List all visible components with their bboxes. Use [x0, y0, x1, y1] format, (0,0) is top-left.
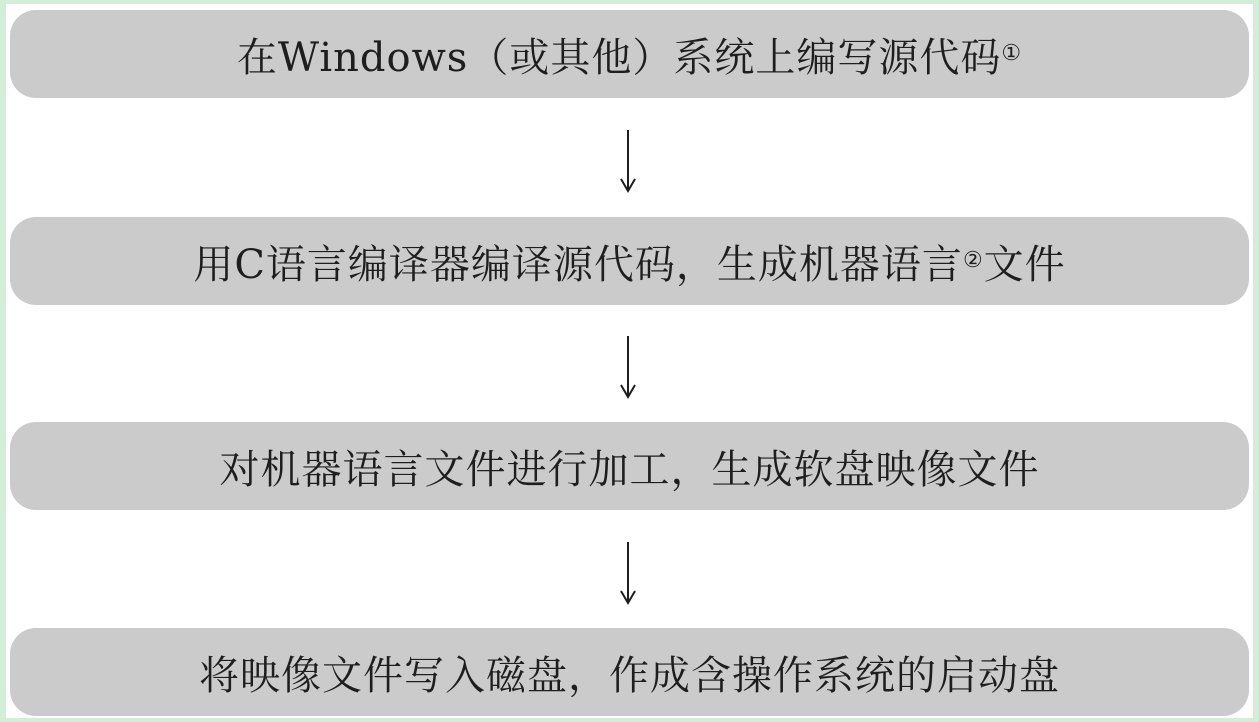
step-write-boot-disk	[10, 628, 1249, 716]
step-3-text: 对机器语言文件进行加工，生成软盘映像文件	[219, 446, 1040, 493]
step-1-text: 在Windows（或其他）系统上编写源代码	[236, 34, 1002, 81]
step-4-text: 将映像文件写入磁盘，作成含操作系统的启动盘	[199, 652, 1060, 699]
step-2-text: 用C语言编译器编译源代码，生成机器语言	[193, 241, 963, 288]
step-generate-floppy-image	[10, 422, 1249, 510]
down-arrow-icon	[618, 540, 638, 606]
down-arrow-icon	[618, 128, 638, 194]
flow-diagram	[6, 4, 1253, 718]
step-2-text-suffix: 文件	[983, 241, 1066, 288]
step-write-source-code: 在Windows（或其他）系统上编写源代码 ①	[10, 10, 1249, 98]
down-arrow-icon	[618, 334, 638, 400]
step-compile-source-code: 用C语言编译器编译源代码，生成机器语言 ② 文件	[10, 217, 1249, 305]
